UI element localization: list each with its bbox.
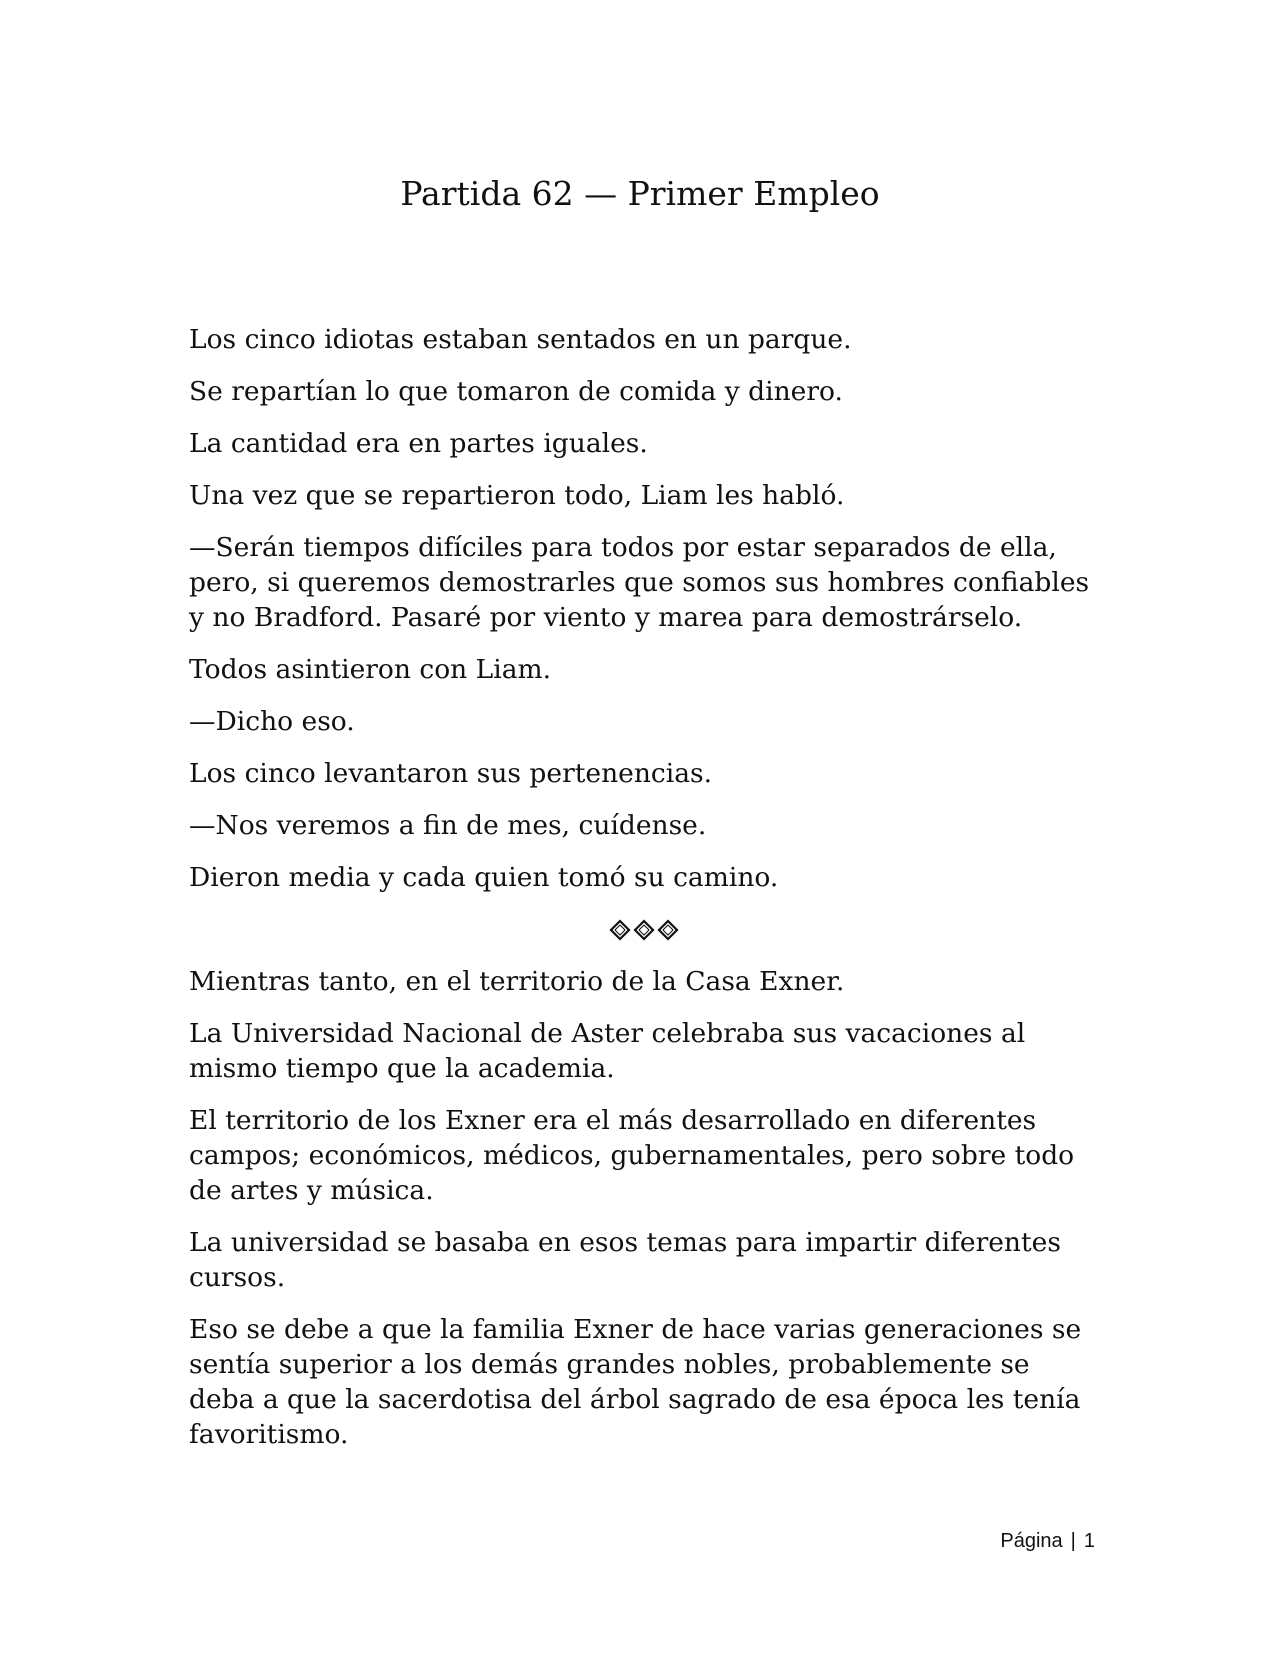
page-footer <box>1000 1528 1095 1554</box>
paragraph: La Universidad Nacional de Aster celebraba sus vacaciones al mismo tiempo que la academia. <box>189 1018 1026 1084</box>
paragraph: Se repartían lo que tomaron de comida y dinero. <box>189 376 843 407</box>
paragraph: La universidad se basaba en esos temas para impartir diferentes cursos. <box>189 1227 1061 1293</box>
paragraph: Dieron media y cada quien tomó su camino. <box>189 862 779 893</box>
paragraph: Eso se debe a que la familia Exner de hace varias generaciones se sentía superior a los demás grandes nobles, probablemente se deba a que la sacerdotisa del árbol sagrado de esa época les tenía favoritismo. <box>189 1314 1082 1450</box>
paragraph: —Serán tiempos difíciles para todos por estar separados de ella, pero, si queremos demostrarles que somos sus hombres confiables y no Bradford. Pasaré por viento y marea para demostrárselo. <box>189 532 1090 633</box>
page-number: 1 <box>1083 1530 1095 1552</box>
chapter-body <box>189 322 1099 1469</box>
diamond-icon <box>609 919 631 941</box>
footer-separator: | <box>1070 1530 1076 1552</box>
paragraph: El territorio de los Exner era el más desarrollado en diferentes campos; económicos, médicos, gubernamentales, pero sobre todo de artes y música. <box>189 1105 1075 1206</box>
page-label: Página <box>1000 1530 1063 1552</box>
three-diamonds-icon <box>189 912 1099 947</box>
paragraph: Todos asintieron con Liam. <box>189 654 552 685</box>
chapter-title: Partida 62 — Primer Empleo <box>400 174 880 213</box>
diamond-icon <box>633 919 655 941</box>
paragraph: La cantidad era en partes iguales. <box>189 428 648 459</box>
diamond-icon <box>657 919 679 941</box>
paragraph: Los cinco levantaron sus pertenencias. <box>189 758 713 789</box>
paragraph: —Dicho eso. <box>189 706 355 737</box>
paragraph: Mientras tanto, en el territorio de la Casa Exner. <box>189 966 845 997</box>
paragraph: —Nos veremos a fin de mes, cuídense. <box>189 810 707 841</box>
paragraph: Una vez que se repartieron todo, Liam les habló. <box>189 480 845 511</box>
paragraph: Los cinco idiotas estaban sentados en un parque. <box>189 324 852 355</box>
